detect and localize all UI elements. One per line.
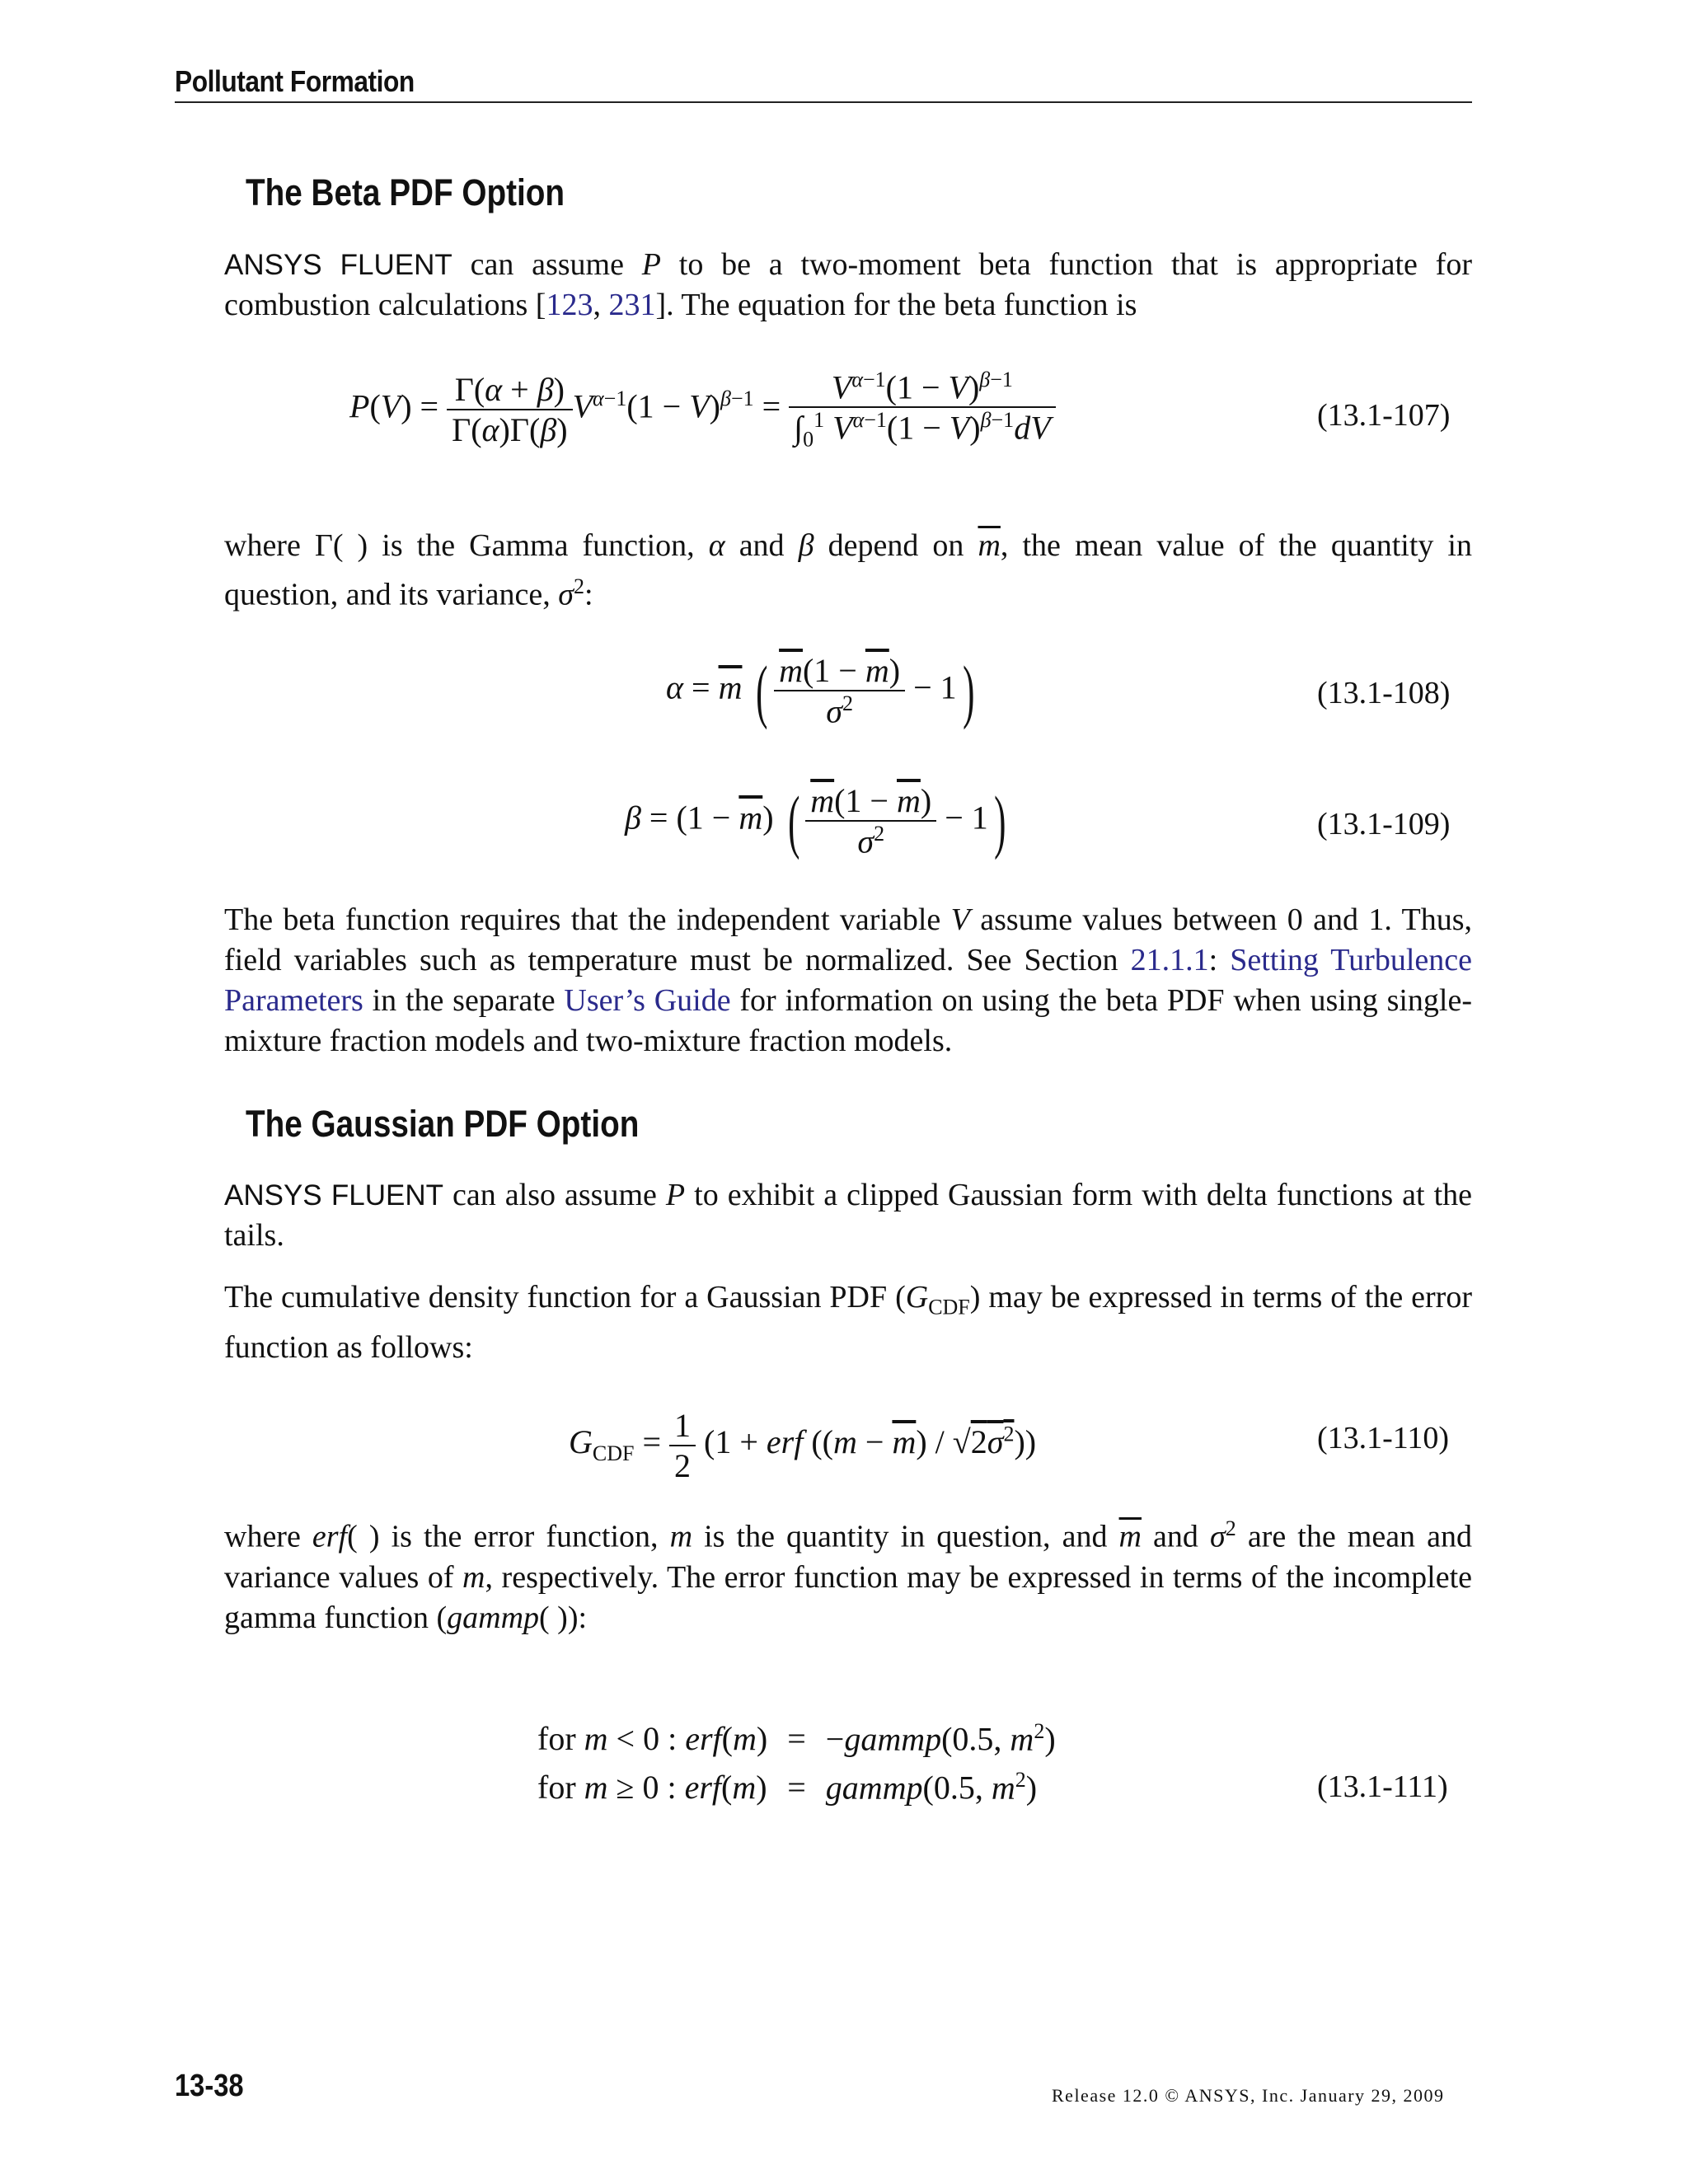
section-title-gaussian-pdf: The Gaussian PDF Option xyxy=(246,1103,640,1145)
equation-alpha: $\alpha = \overline{m}$ ( $\frac{\overline{m}(1 - \overline{m})}{\sigma^2}$ − 1) xyxy=(666,651,975,731)
running-head: Pollutant Formation xyxy=(175,64,415,98)
paragraph-gaussian-cdf: The cumulative density function for a Gaussian PDF $(G_{CDF})$ may be expressed in terms of the error function as follows: xyxy=(224,1280,1472,1365)
equation-number-109: (13.1-109) xyxy=(1317,807,1451,841)
equation-number-111: (13.1-111) xyxy=(1317,1769,1448,1804)
citation-link-231[interactable]: 231 xyxy=(608,288,656,322)
equation-gaussian-cdf: $G_{CDF}$ = $\frac{1}{2}$ (1 + erf $((m - \overline{m}) / √2\sigma^2)$) xyxy=(569,1407,1037,1484)
header-rule xyxy=(175,101,1472,103)
brand-name: ANSYS FLUENT xyxy=(224,249,452,281)
brand-name: ANSYS FLUENT xyxy=(224,1179,444,1212)
paragraph-gaussian-intro: ANSYS FLUENT can also assume P to exhibit a clipped Gaussian form with delta functions at the tails. xyxy=(224,1178,1473,1253)
section-title-beta-pdf: The Beta PDF Option xyxy=(246,171,565,213)
equation-erf-gammp: for m < 0 : erf(m) = −gammp(0.5, $m^2$) for m ≥ 0 : erf(m) = gammp(0.5, $m^2$) xyxy=(537,1719,1056,1807)
equation-number-108: (13.1-108) xyxy=(1317,676,1451,710)
section-link-21-1-1[interactable]: 21.1.1 xyxy=(1130,943,1209,977)
release-info: Release 12.0 © ANSYS, Inc. January 29, 2009 xyxy=(1052,2085,1445,2106)
citation-link-123[interactable]: 123 xyxy=(546,288,593,322)
page-number: 13-38 xyxy=(175,2069,244,2103)
equation-number-107: (13.1-107) xyxy=(1317,398,1451,433)
equation-number-110: (13.1-110) xyxy=(1317,1421,1450,1455)
paragraph-beta-normalization: The beta function requires that the independent variable V assume values between 0 and 1. Thus, field variables such as temperature must be normalized. See Section 21.1.1: Setting Turbulence Parameters in the separate User’s Guide for information on using the beta PDF when using single-mixture fraction models and two-mixture fraction models. xyxy=(224,902,1473,1058)
paragraph-gamma-definition: where Γ( ) is the Gamma function, α and β depend on $\overline{m}$, the mean value of the quantity in question, and its variance, $\sigma^2$: xyxy=(224,528,1472,612)
paragraph-beta-intro: ANSYS FLUENT can assume P to be a two-moment beta function that is appropriate for combustion calculations [123, 231]. The equation for the beta function is xyxy=(224,247,1472,322)
users-guide-link[interactable]: User’s Guide xyxy=(564,983,731,1018)
paragraph-error-function: where erf( ) is the error function, m is the quantity in question, and $\overline{m}$ and $\sigma^2$ are the mean and variance values of m, respectively. The error function may be expressed in terms of the incomplete gamma function (gammp( )): xyxy=(224,1516,1472,1635)
equation-beta-function: P(V) = $\frac{\Gamma(\alpha + \beta)}{\Gamma(\alpha)\Gamma(\beta)}$ $V^{\alpha-1}(1 - V)^{\beta-1}$ = $\frac{V^{\alpha-1}(1 - V)^{\beta-1}}{\int_0^1 V^{\alpha-1}(1 - V)^{\beta-1}dV}$ xyxy=(349,368,1056,452)
section-link-turbulence-parameters[interactable]: Setting Turbulence Parameters xyxy=(224,943,1472,1018)
equation-beta: $\beta = (1 - \overline{m})$ ( $\frac{\overline{m}(1 - \overline{m})}{\sigma^2}$ − 1) xyxy=(625,781,1006,861)
